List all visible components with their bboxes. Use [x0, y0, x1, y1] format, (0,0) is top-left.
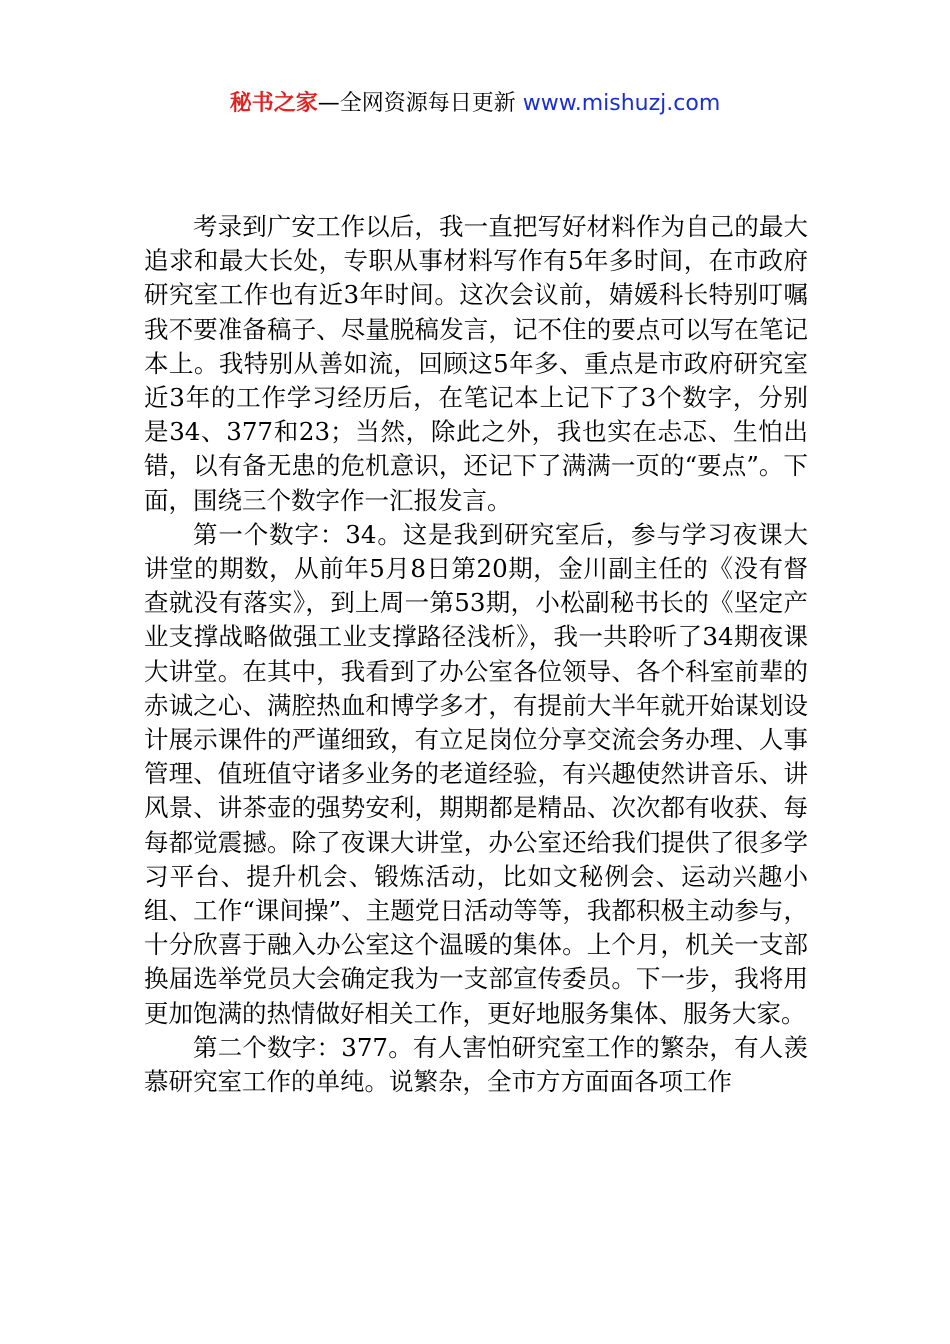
paragraph-1: 考录到广安工作以后，我一直把写好材料作为自己的最大追求和最大长处，专职从事材料写作有5年多时间，在市政府研究室工作也有近3年时间。这次会议前，婧媛科长特别叮嘱我不要准备稿子、尽量脱稿发言，记不住的要点可以写在笔记本上。我特别从善如流，回顾这5年多、重点是市政府研究室近3年的工作学习经历后，在笔记本上记下了3个数字，分别是34、377和23；当然，除此之外，我也实在忐忑、生怕出错，以有备无患的危机意识，还记下了满满一页的“要点”。下面，围绕三个数字作一汇报发言。 [144, 212, 808, 515]
site-url: www.mishuzj.com [522, 91, 721, 116]
document-body [144, 210, 808, 1099]
brand-name: 秘书之家 [229, 91, 318, 116]
page-header [0, 88, 950, 120]
paragraph-2: 第一个数字：34。这是我到研究室后，参与学习夜课大讲堂的期数，从前年5月8日第20期，金川副主任的《没有督查就没有落实》，到上周一第53期，小松副秘书长的《坚定产业支撑战略做强工业支撑路径浅析》，我一共聆听了34期夜课大讲堂。在其中，我看到了办公室各位领导、各个科室前辈的赤诚之心、满腔热血和博学多才，有提前大半年就开始谋划设计展示课件的严谨细致，有立足岗位分享交流会务办理、人事管理、值班值守诸多业务的老道经验，有兴趣使然讲音乐、讲风景、讲茶壶的强势安利，期期都是精品、次次都有收获、每每都觉震撼。除了夜课大讲堂，办公室还给我们提供了很多学习平台、提升机会、锻炼活动，比如文秘例会、运动兴趣小组、工作“课间操”、主题党日活动等等，我都积极主动参与，十分欣喜于融入办公室这个温暖的集体。上个月，机关一支部换届选举党员大会确定我为一支部宣传委员。下一步，我将用更加饱满的热情做好相关工作，更好地服务集体、服务大家。 [144, 519, 808, 1028]
header-slogan: —全网资源每日更新 [317, 91, 523, 116]
paragraph-3: 第二个数字：377。有人害怕研究室工作的繁杂，有人羡慕研究室工作的单纯。说繁杂，全市方方面面各项工作 [144, 1032, 808, 1097]
